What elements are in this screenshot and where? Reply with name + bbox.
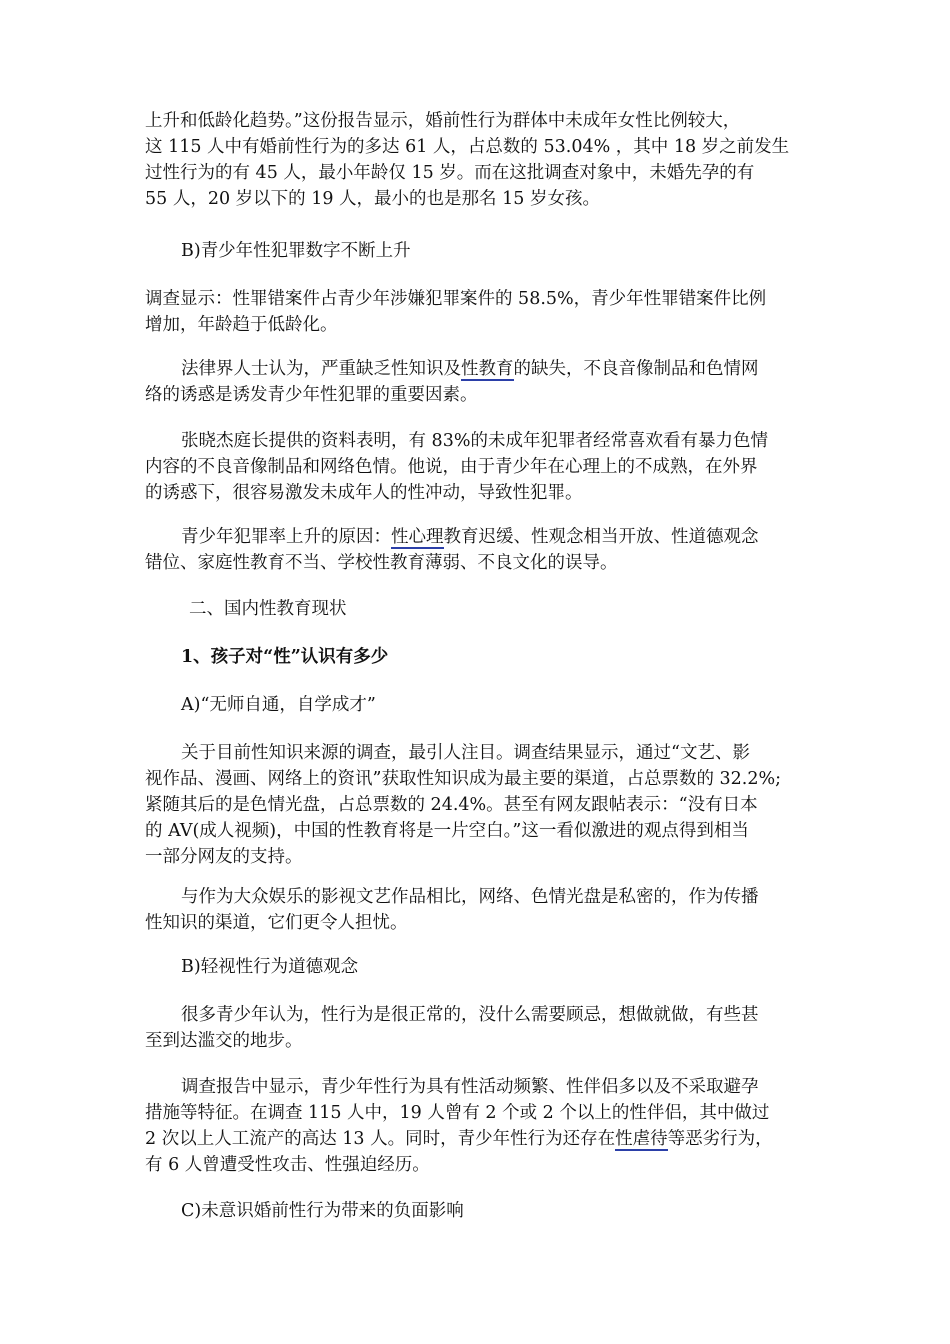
paragraph-survey-behavior — [145, 1074, 815, 1178]
text-line: 错位、家庭性教育不当、学校性教育薄弱、不良文化的误导。 — [145, 553, 618, 573]
paragraph-crime-stats — [145, 286, 815, 338]
text-segment: 2 次以上人工流产的高达 13 人。同时，青少年性行为还存在 — [145, 1129, 616, 1149]
heading-text: 二、国内性教育现状 — [189, 599, 347, 619]
paragraph-crime-causes — [145, 524, 815, 576]
text-line: 的诱惑下，很容易激发未成年人的性冲动，导致性犯罪。 — [145, 483, 583, 503]
heading-text: A)“无师自通，自学成才” — [181, 695, 376, 715]
link-sex-psychology[interactable]: 性心理 — [391, 527, 444, 547]
heading-subsection-1 — [145, 644, 815, 670]
heading-b-crime-rise — [145, 238, 815, 264]
link-sexual-abuse[interactable]: 性虐待 — [615, 1129, 668, 1149]
heading-text: B)轻视性行为道德观念 — [181, 957, 359, 977]
paragraph-legal-view — [145, 356, 815, 408]
text-line: 内容的不良音像制品和网络色情。他说，由于青少年在心理上的不成熟，在外界 — [145, 457, 758, 477]
text-line: 这 115 人中有婚前性行为的多达 61 人，占总数的 53.04% ，其中 18 岁之前发生 — [145, 137, 790, 157]
text-line: 过性行为的有 45 人，最小年龄仅 15 岁。而在这批调查对象中，未婚先孕的有 — [145, 163, 755, 183]
text-line: 视作品、漫画、网络上的资讯”获取性知识成为最主要的渠道，占总票数的 32.2%; — [145, 769, 781, 789]
paragraph-knowledge-sources — [145, 740, 815, 870]
paragraph-media-comparison — [145, 884, 815, 936]
paragraph-youth-attitudes — [145, 1002, 815, 1054]
text-line: 的 AV(成人视频)，中国的性教育将是一片空白。”这一看似激进的观点得到相当 — [145, 821, 749, 841]
text-line: 与作为大众娱乐的影视文艺作品相比，网络、色情光盘是私密的，作为传播 — [181, 887, 759, 907]
text-line: 措施等特征。在调查 115 人中，19 人曾有 2 个或 2 个以上的性伴侣，其中做过 — [145, 1103, 770, 1123]
text-line: 张晓杰庭长提供的资料表明，有 83%的未成年犯罪者经常喜欢看有暴力色情 — [181, 431, 768, 451]
text-line: 有 6 人曾遭受性攻击、性强迫经历。 — [145, 1155, 430, 1175]
text-segment: 教育迟缓、性观念相当开放、性道德观念 — [443, 527, 759, 547]
text-line: 紧随其后的是色情光盘，占总票数的 24.4%。甚至有网友跟帖表示：“没有日本 — [145, 795, 758, 815]
text-line: 络的诱惑是诱发青少年性犯罪的重要因素。 — [145, 385, 478, 405]
text-line: 一部分网友的支持。 — [145, 847, 303, 867]
heading-a-self-taught — [145, 692, 815, 718]
link-sex-education[interactable]: 性教育 — [461, 359, 514, 379]
text-segment: 青少年犯罪率上升的原因： — [181, 527, 391, 547]
text-segment: 法律界人士认为，严重缺乏性知识及 — [181, 359, 461, 379]
heading-text: B)青少年性犯罪数字不断上升 — [181, 241, 411, 261]
text-line: 55 人，20 岁以下的 19 人，最小的也是那名 15 岁女孩。 — [145, 189, 600, 209]
heading-c-negative-effects — [145, 1198, 815, 1224]
text-line: 关于目前性知识来源的调查，最引人注目。调查结果显示，通过“文艺、影 — [181, 743, 750, 763]
paragraph-judge-data — [145, 428, 815, 506]
text-line: 很多青少年认为，性行为是很正常的，没什么需要顾忌，想做就做，有些甚 — [181, 1005, 759, 1025]
text-segment: 的缺失，不良音像制品和色情网 — [513, 359, 759, 379]
text-line: 至到达滥交的地步。 — [145, 1031, 303, 1051]
text-line: 性知识的渠道，它们更令人担忧。 — [145, 913, 408, 933]
text-segment: 等恶劣行为， — [667, 1129, 773, 1149]
heading-b-morality — [145, 954, 815, 980]
heading-text: C)未意识婚前性行为带来的负面影响 — [181, 1201, 464, 1221]
text-line: 增加，年龄趋于低龄化。 — [145, 315, 338, 335]
paragraph-survey-report — [145, 108, 815, 212]
heading-text: 1、孩子对“性”认识有多少 — [181, 647, 389, 667]
text-line: 调查显示：性罪错案件占青少年涉嫌犯罪案件的 58.5%，青少年性罪错案件比例 — [145, 289, 767, 309]
text-line: 调查报告中显示，青少年性行为具有性活动频繁、性伴侣多以及不采取避孕 — [181, 1077, 759, 1097]
heading-section-2 — [145, 596, 815, 622]
text-line: 上升和低龄化趋势。”这份报告显示，婚前性行为群体中未成年女性比例较大， — [145, 111, 741, 131]
